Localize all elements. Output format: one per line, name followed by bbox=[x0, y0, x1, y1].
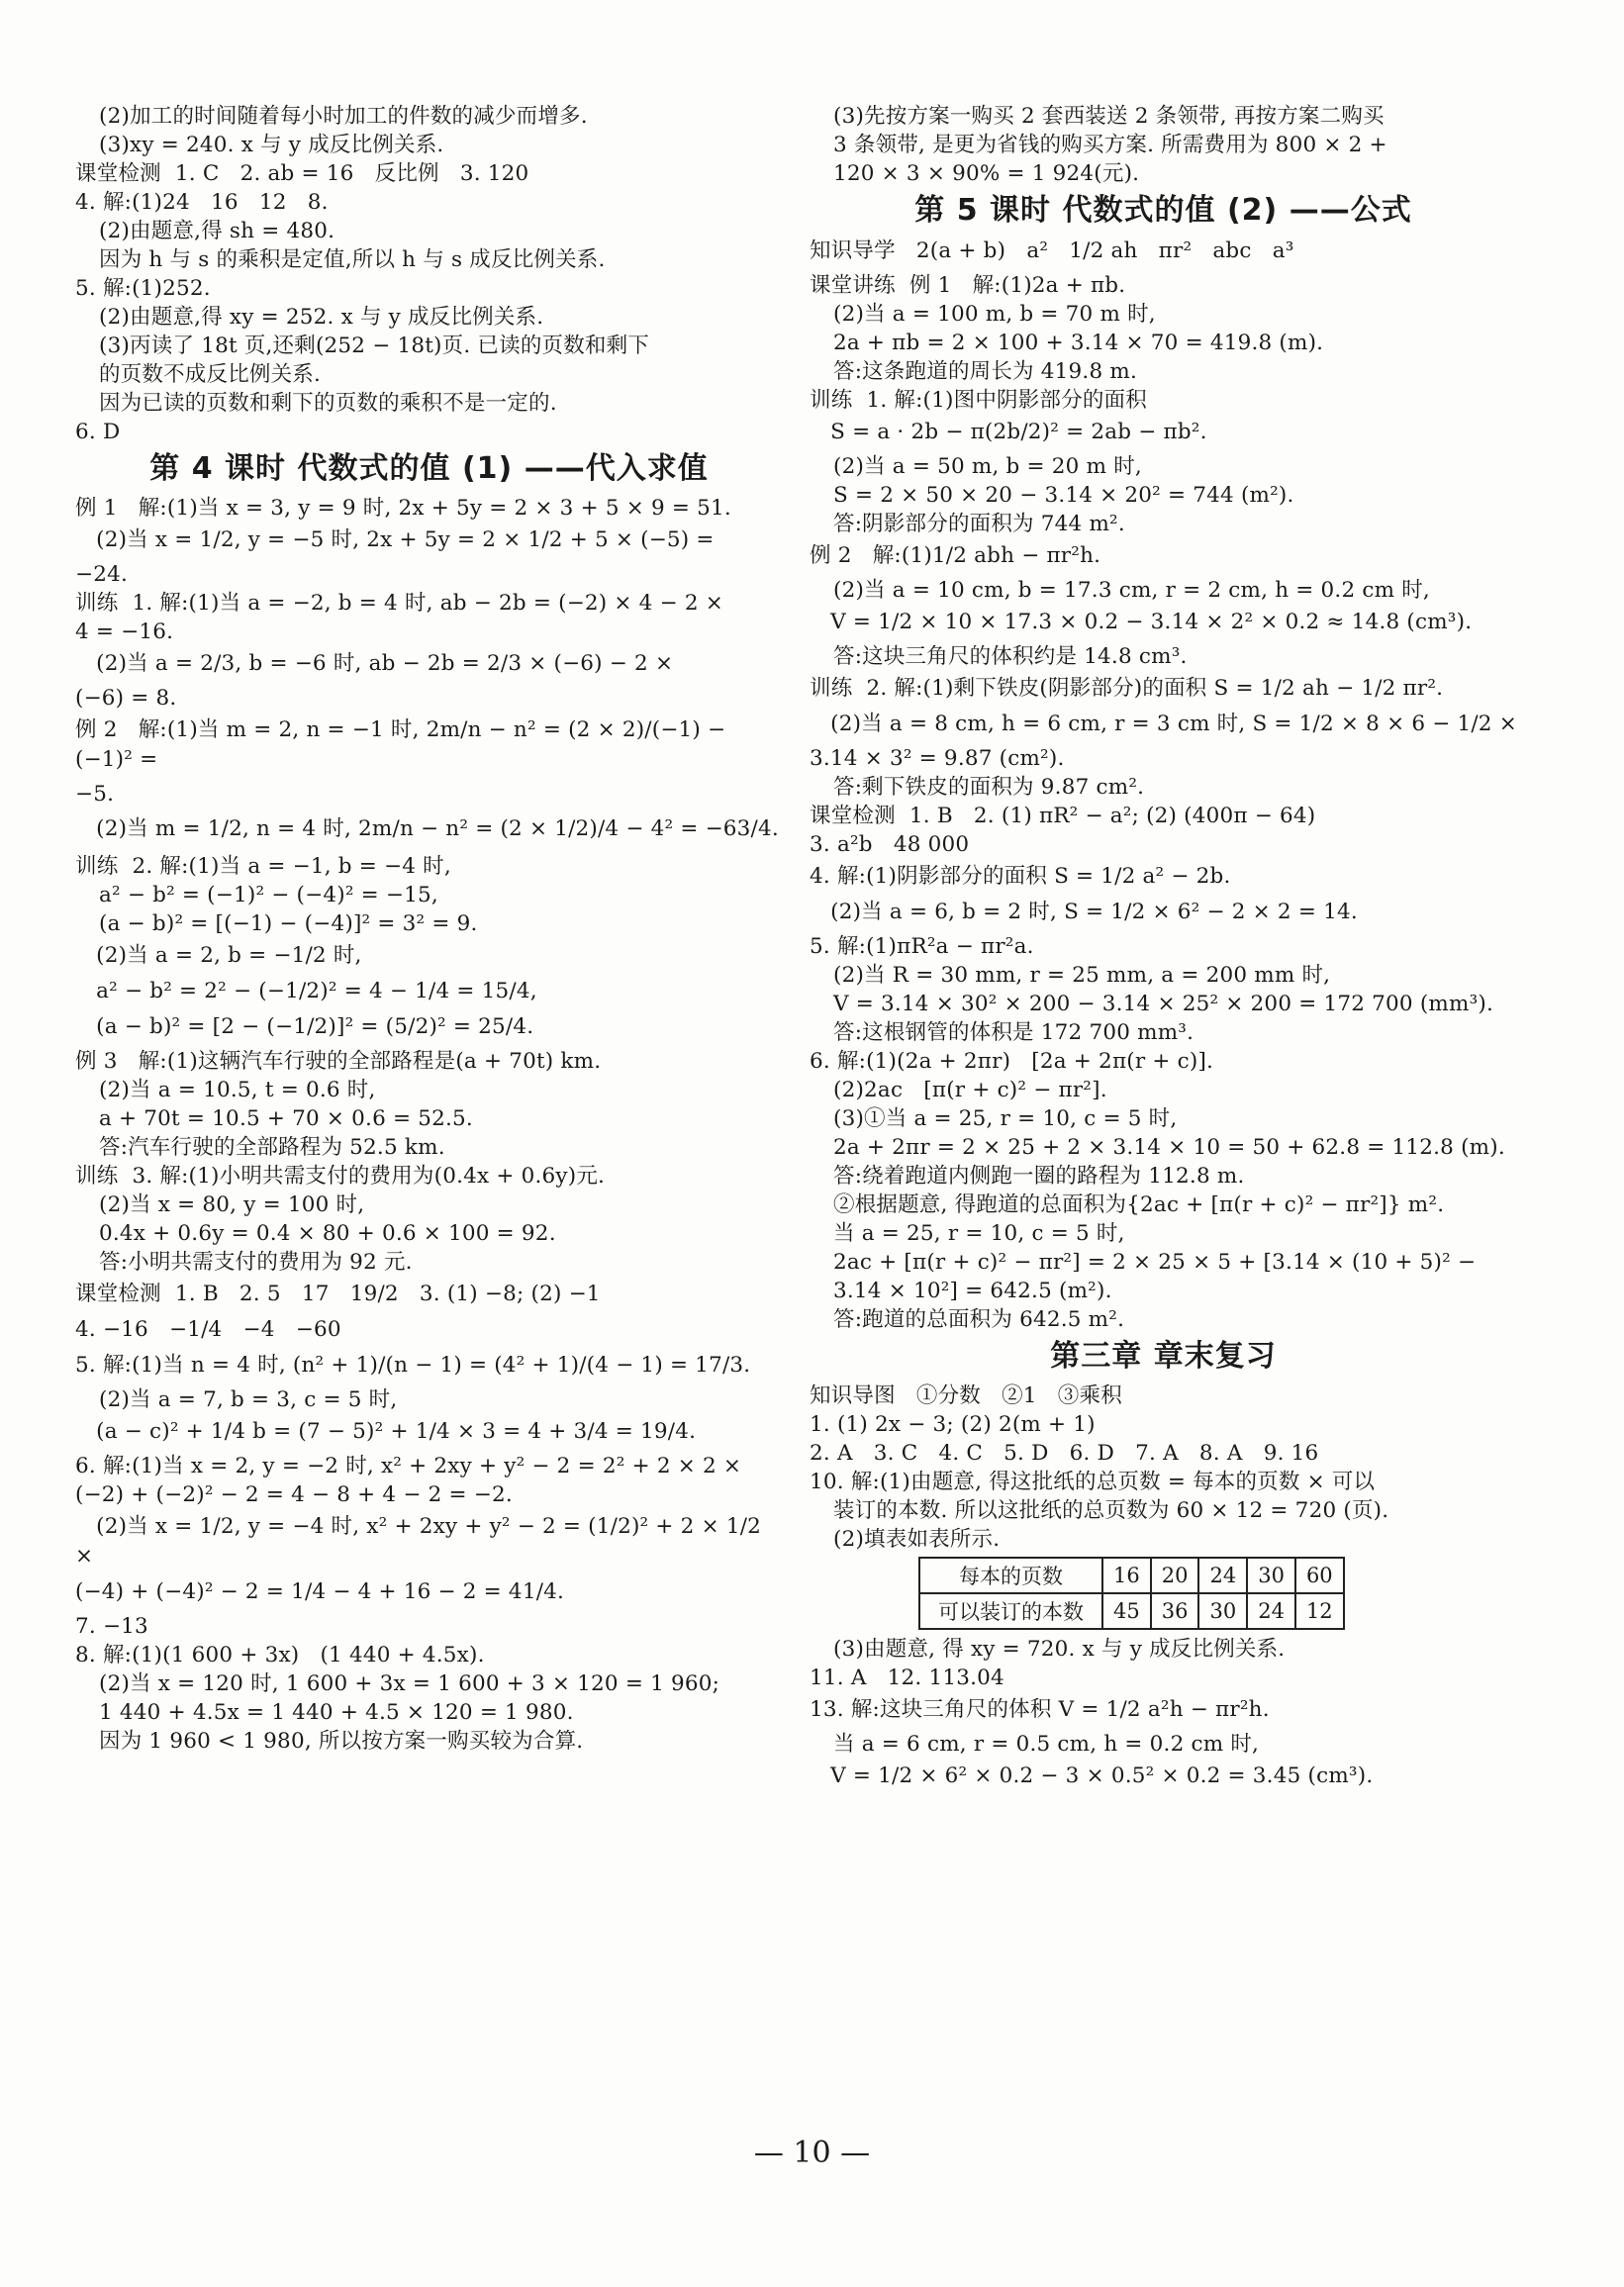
answer-line: 因为 1 960 < 1 980, 所以按方案一购买较为合算. bbox=[99, 1729, 584, 1754]
answer-line: ②根据题意, 得跑道的总面积为{2ac + [π(r + c)² − πr²]} m². bbox=[833, 1192, 1445, 1217]
answer-line: 知识导学 2(a + b) a² 1/2 ah πr² abc a³ bbox=[810, 238, 1294, 263]
table-cell: 24 bbox=[1247, 1593, 1295, 1629]
answer-line: 答:绕着跑道内侧跑一圈的路程为 112.8 m. bbox=[833, 1164, 1245, 1189]
answer-line: V = 1/2 × 10 × 17.3 × 0.2 − 3.14 × 2² × 0.2 ≈ 14.8 (cm³). bbox=[810, 610, 1473, 634]
table-cell: 36 bbox=[1151, 1593, 1199, 1629]
answer-line: 2a + 2πr = 2 × 25 + 2 × 3.14 × 10 = 50 + 62.8 = 112.8 (m). bbox=[833, 1135, 1505, 1160]
answer-line: 答:这块三角尺的体积约是 14.8 cm³. bbox=[833, 644, 1188, 669]
table-row-header: 每本的页数 bbox=[919, 1558, 1102, 1593]
answer-line: (2)当 a = 50 m, b = 20 m 时, bbox=[833, 454, 1142, 479]
answer-line: (3)①当 a = 25, r = 10, c = 5 时, bbox=[833, 1106, 1178, 1131]
answer-line: (3)丙读了 18t 页,还剩(252 − 18t)页. 已读的页数和剩下 bbox=[99, 334, 650, 358]
section-heading: 第三章 章末复习 bbox=[1050, 1339, 1277, 1374]
answer-line: 训练 2. 解:(1)剩下铁皮(阴影部分)的面积 S = 1/2 ah − 1/2 πr². bbox=[810, 676, 1444, 701]
answer-line: (2)当 a = 7, b = 3, c = 5 时, bbox=[99, 1387, 398, 1412]
answer-line: (−6) = 8. bbox=[75, 686, 177, 711]
table-cell: 12 bbox=[1295, 1593, 1344, 1629]
answer-line: 6. D bbox=[75, 420, 121, 444]
answer-line: 6. 解:(1)(2a + 2πr) [2a + 2π(r + c)]. bbox=[810, 1049, 1214, 1074]
page-number: — 10 — bbox=[753, 2136, 871, 2170]
answer-line: 5. 解:(1)πR²a − πr²a. bbox=[810, 934, 1034, 959]
answer-line: a² − b² = 2² − (−1/2)² = 4 − 1/4 = 15/4, bbox=[75, 979, 537, 1003]
answer-line: V = 1/2 × 6² × 0.2 − 3 × 0.5² × 0.2 = 3.45 (cm³). bbox=[810, 1763, 1374, 1788]
answer-line: 例 2 解:(1)当 m = 2, n = −1 时, 2m/n − n² = (2 × 2)/(−1) − (−1)² = bbox=[75, 717, 733, 772]
table-cell: 20 bbox=[1151, 1558, 1199, 1593]
answer-line: 因为已读的页数和剩下的页数的乘积不是一定的. bbox=[99, 391, 557, 416]
answer-line: 3. a²b 48 000 bbox=[810, 832, 970, 857]
answer-line: 5. 解:(1)252. bbox=[75, 276, 211, 301]
answer-line: S = a · 2b − π(2b/2)² = 2ab − πb². bbox=[810, 420, 1207, 444]
answer-line: (2)当 x = 120 时, 1 600 + 3x = 1 600 + 3 × 120 = 1 960; bbox=[99, 1671, 720, 1696]
answer-line: (3)xy = 240. x 与 y 成反比例关系. bbox=[99, 133, 444, 157]
answer-line: 3.14 × 3² = 9.87 (cm²). bbox=[810, 746, 1065, 771]
answer-line: 课堂检测 1. C 2. ab = 16 反比例 3. 120 bbox=[75, 161, 529, 186]
answer-line: 3 条领带, 是更为省钱的购买方案. 所需费用为 800 × 2 + bbox=[833, 133, 1387, 157]
answer-line: 答:这根钢管的体积是 172 700 mm³. bbox=[833, 1020, 1194, 1045]
answer-line: (3)先按方案一购买 2 套西装送 2 条领带, 再按方案二购买 bbox=[833, 104, 1385, 129]
table-row bbox=[919, 1593, 1344, 1629]
answer-line: 4 = −16. bbox=[75, 619, 174, 644]
answer-line: (a − b)² = [(−1) − (−4)]² = 3² = 9. bbox=[99, 911, 478, 936]
answer-line: 120 × 3 × 90% = 1 924(元). bbox=[833, 161, 1140, 186]
answer-line: −24. bbox=[75, 562, 129, 587]
right-column bbox=[810, 103, 1517, 1797]
table-cell: 30 bbox=[1198, 1593, 1247, 1629]
table-cell: 30 bbox=[1247, 1558, 1295, 1593]
answer-line: 训练 1. 解:(1)图中阴影部分的面积 bbox=[810, 388, 1147, 413]
answer-line: 4. 解:(1)24 16 12 8. bbox=[75, 190, 329, 215]
answer-line: (2)2ac [π(r + c)² − πr²]. bbox=[833, 1078, 1107, 1102]
answer-line: (2)当 R = 30 mm, r = 25 mm, a = 200 mm 时, bbox=[833, 963, 1331, 988]
answer-line: (2)当 m = 1/2, n = 4 时, 2m/n − n² = (2 × 1/2)/4 − 4² = −63/4. bbox=[75, 816, 779, 841]
answer-line: (2)当 a = 6, b = 2 时, S = 1/2 × 6² − 2 × 2 = 14. bbox=[810, 900, 1358, 924]
answer-line: S = 2 × 50 × 20 − 3.14 × 20² = 744 (m²). bbox=[833, 483, 1294, 508]
answer-line: 答:汽车行驶的全部路程为 52.5 km. bbox=[99, 1135, 445, 1160]
answer-line: 2a + πb = 2 × 100 + 3.14 × 70 = 419.8 (m). bbox=[833, 331, 1324, 355]
answer-line: 11. A 12. 113.04 bbox=[810, 1666, 1004, 1690]
answer-line: 7. −13 bbox=[75, 1614, 148, 1639]
table-row-header: 可以装订的本数 bbox=[919, 1593, 1102, 1629]
answer-line: 训练 1. 解:(1)当 a = −2, b = 4 时, ab − 2b = (−2) × 4 − 2 × bbox=[75, 591, 723, 616]
answer-line: 训练 2. 解:(1)当 a = −1, b = −4 时, bbox=[75, 854, 451, 879]
answer-line: 2ac + [π(r + c)² − πr²] = 2 × 25 × 5 + [3.14 × (10 + 5)² − bbox=[833, 1250, 1477, 1275]
answer-line: 例 1 解:(1)当 x = 3, y = 9 时, 2x + 5y = 2 × 3 + 5 × 9 = 51. bbox=[75, 496, 731, 521]
answer-line: 答:跑道的总面积为 642.5 m². bbox=[833, 1307, 1125, 1332]
answer-line: (2)加工的时间随着每小时加工的件数的减少而增多. bbox=[99, 104, 588, 129]
answer-line: 知识导图 ①分数 ②1 ③乘积 bbox=[810, 1383, 1122, 1408]
answer-line: V = 3.14 × 30² × 200 − 3.14 × 25² × 200 = 172 700 (mm³). bbox=[833, 992, 1494, 1016]
answer-line: 因为 h 与 s 的乘积是定值,所以 h 与 s 成反比例关系. bbox=[99, 247, 606, 272]
answer-line: (2)当 x = 1/2, y = −5 时, 2x + 5y = 2 × 1/2 + 5 × (−5) = bbox=[75, 527, 715, 552]
table-cell: 16 bbox=[1102, 1558, 1151, 1593]
answer-line: 答:这条跑道的周长为 419.8 m. bbox=[833, 359, 1137, 384]
answer-line: 0.4x + 0.6y = 0.4 × 80 + 0.6 × 100 = 92. bbox=[99, 1221, 556, 1246]
answer-line: 6. 解:(1)当 x = 2, y = −2 时, x² + 2xy + y² − 2 = 2² + 2 × 2 × bbox=[75, 1454, 742, 1478]
answer-line: (2)当 a = 2/3, b = −6 时, ab − 2b = 2/3 × (−6) − 2 × bbox=[75, 651, 674, 676]
answer-line: (2)当 a = 2, b = −1/2 时, bbox=[75, 943, 362, 968]
answer-line: (a − c)² + 1/4 b = (7 − 5)² + 1/4 × 3 = 4 + 3/4 = 19/4. bbox=[75, 1419, 697, 1444]
answer-line: 课堂检测 1. B 2. 5 17 19/2 3. (1) −8; (2) −1 bbox=[75, 1282, 601, 1306]
answer-line: 4. 解:(1)阴影部分的面积 S = 1/2 a² − 2b. bbox=[810, 864, 1231, 889]
answer-line: 1 440 + 4.5x = 1 440 + 4.5 × 120 = 1 980. bbox=[99, 1700, 574, 1725]
table-row bbox=[919, 1558, 1344, 1593]
answer-line: (2)当 a = 100 m, b = 70 m 时, bbox=[833, 302, 1156, 327]
answer-line: 训练 3. 解:(1)小明共需支付的费用为(0.4x + 0.6y)元. bbox=[75, 1164, 606, 1189]
answer-line: 课堂检测 1. B 2. (1) πR² − a²; (2) (400π − 64) bbox=[810, 804, 1316, 828]
answer-line: (2)当 x = 80, y = 100 时, bbox=[99, 1192, 365, 1217]
answer-line: (−4) + (−4)² − 2 = 1/4 − 4 + 16 − 2 = 41/4. bbox=[75, 1579, 565, 1604]
answer-line: (a − b)² = [2 − (−1/2)]² = (5/2)² = 25/4. bbox=[75, 1014, 534, 1039]
section-heading: 第 5 课时 代数式的值 (2) ——公式 bbox=[914, 193, 1412, 228]
answer-line: (2)当 a = 10.5, t = 0.6 时, bbox=[99, 1078, 376, 1102]
fill-table-wrapper bbox=[918, 1557, 1517, 1630]
answer-line: (2)当 a = 10 cm, b = 17.3 cm, r = 2 cm, h = 0.2 cm 时, bbox=[833, 578, 1430, 603]
answer-line: 13. 解:这块三角尺的体积 V = 1/2 a²h − πr²h. bbox=[810, 1697, 1270, 1722]
answer-line: 例 3 解:(1)这辆汽车行驶的全部路程是(a + 70t) km. bbox=[75, 1049, 602, 1074]
answer-line: (2)填表如表所示. bbox=[833, 1527, 1001, 1552]
answer-line: 答:小明共需支付的费用为 92 元. bbox=[99, 1250, 413, 1275]
answer-line: a + 70t = 10.5 + 70 × 0.6 = 52.5. bbox=[99, 1106, 473, 1131]
answer-line: (2)由题意,得 sh = 480. bbox=[99, 219, 335, 243]
answer-line: (3)由题意, 得 xy = 720. x 与 y 成反比例关系. bbox=[833, 1637, 1286, 1662]
answer-line: 的页数不成反比例关系. bbox=[99, 362, 322, 387]
answer-line: 当 a = 25, r = 10, c = 5 时, bbox=[833, 1221, 1125, 1246]
answer-line: 装订的本数. 所以这批纸的总页数为 60 × 12 = 720 (页). bbox=[833, 1498, 1389, 1523]
answer-line: 当 a = 6 cm, r = 0.5 cm, h = 0.2 cm 时, bbox=[833, 1732, 1260, 1757]
table-cell: 45 bbox=[1102, 1593, 1151, 1629]
table-cell: 60 bbox=[1295, 1558, 1344, 1593]
answer-line: (−2) + (−2)² − 2 = 4 − 8 + 4 − 2 = −2. bbox=[75, 1482, 513, 1507]
fill-table bbox=[918, 1557, 1345, 1630]
section-heading: 第 4 课时 代数式的值 (1) ——代入求值 bbox=[149, 451, 709, 486]
answer-line: 4. −16 −1/4 −4 −60 bbox=[75, 1317, 341, 1342]
answer-line: (2)当 a = 8 cm, h = 6 cm, r = 3 cm 时, S = 1/2 × 8 × 6 − 1/2 × bbox=[810, 712, 1517, 736]
answer-line: 1. (1) 2x − 3; (2) 2(m + 1) bbox=[810, 1412, 1096, 1437]
table-cell: 24 bbox=[1198, 1558, 1247, 1593]
answer-line: 答:剩下铁皮的面积为 9.87 cm². bbox=[833, 775, 1145, 800]
answer-line: (2)当 x = 1/2, y = −4 时, x² + 2xy + y² − 2 = (1/2)² + 2 × 1/2 × bbox=[75, 1514, 769, 1569]
answer-line: 10. 解:(1)由题意, 得这批纸的总页数 = 每本的页数 × 可以 bbox=[810, 1470, 1376, 1494]
answer-line: 例 2 解:(1)1/2 abh − πr²h. bbox=[810, 543, 1101, 568]
answer-line: a² − b² = (−1)² − (−4)² = −15, bbox=[99, 883, 438, 907]
answer-line: 8. 解:(1)(1 600 + 3x) (1 440 + 4.5x). bbox=[75, 1643, 485, 1668]
answer-line: 5. 解:(1)当 n = 4 时, (n² + 1)/(n − 1) = (4² + 1)/(4 − 1) = 17/3. bbox=[75, 1353, 751, 1378]
answer-line: −5. bbox=[75, 782, 115, 807]
answer-line: 答:阴影部分的面积为 744 m². bbox=[833, 512, 1125, 536]
answer-line: (2)由题意,得 xy = 252. x 与 y 成反比例关系. bbox=[99, 305, 544, 330]
answer-line: 课堂讲练 例 1 解:(1)2a + πb. bbox=[810, 273, 1126, 298]
answer-line: 3.14 × 10²] = 642.5 (m²). bbox=[833, 1279, 1112, 1303]
answer-line: 2. A 3. C 4. C 5. D 6. D 7. A 8. A 9. 16 bbox=[810, 1441, 1319, 1466]
left-column bbox=[75, 103, 783, 1757]
